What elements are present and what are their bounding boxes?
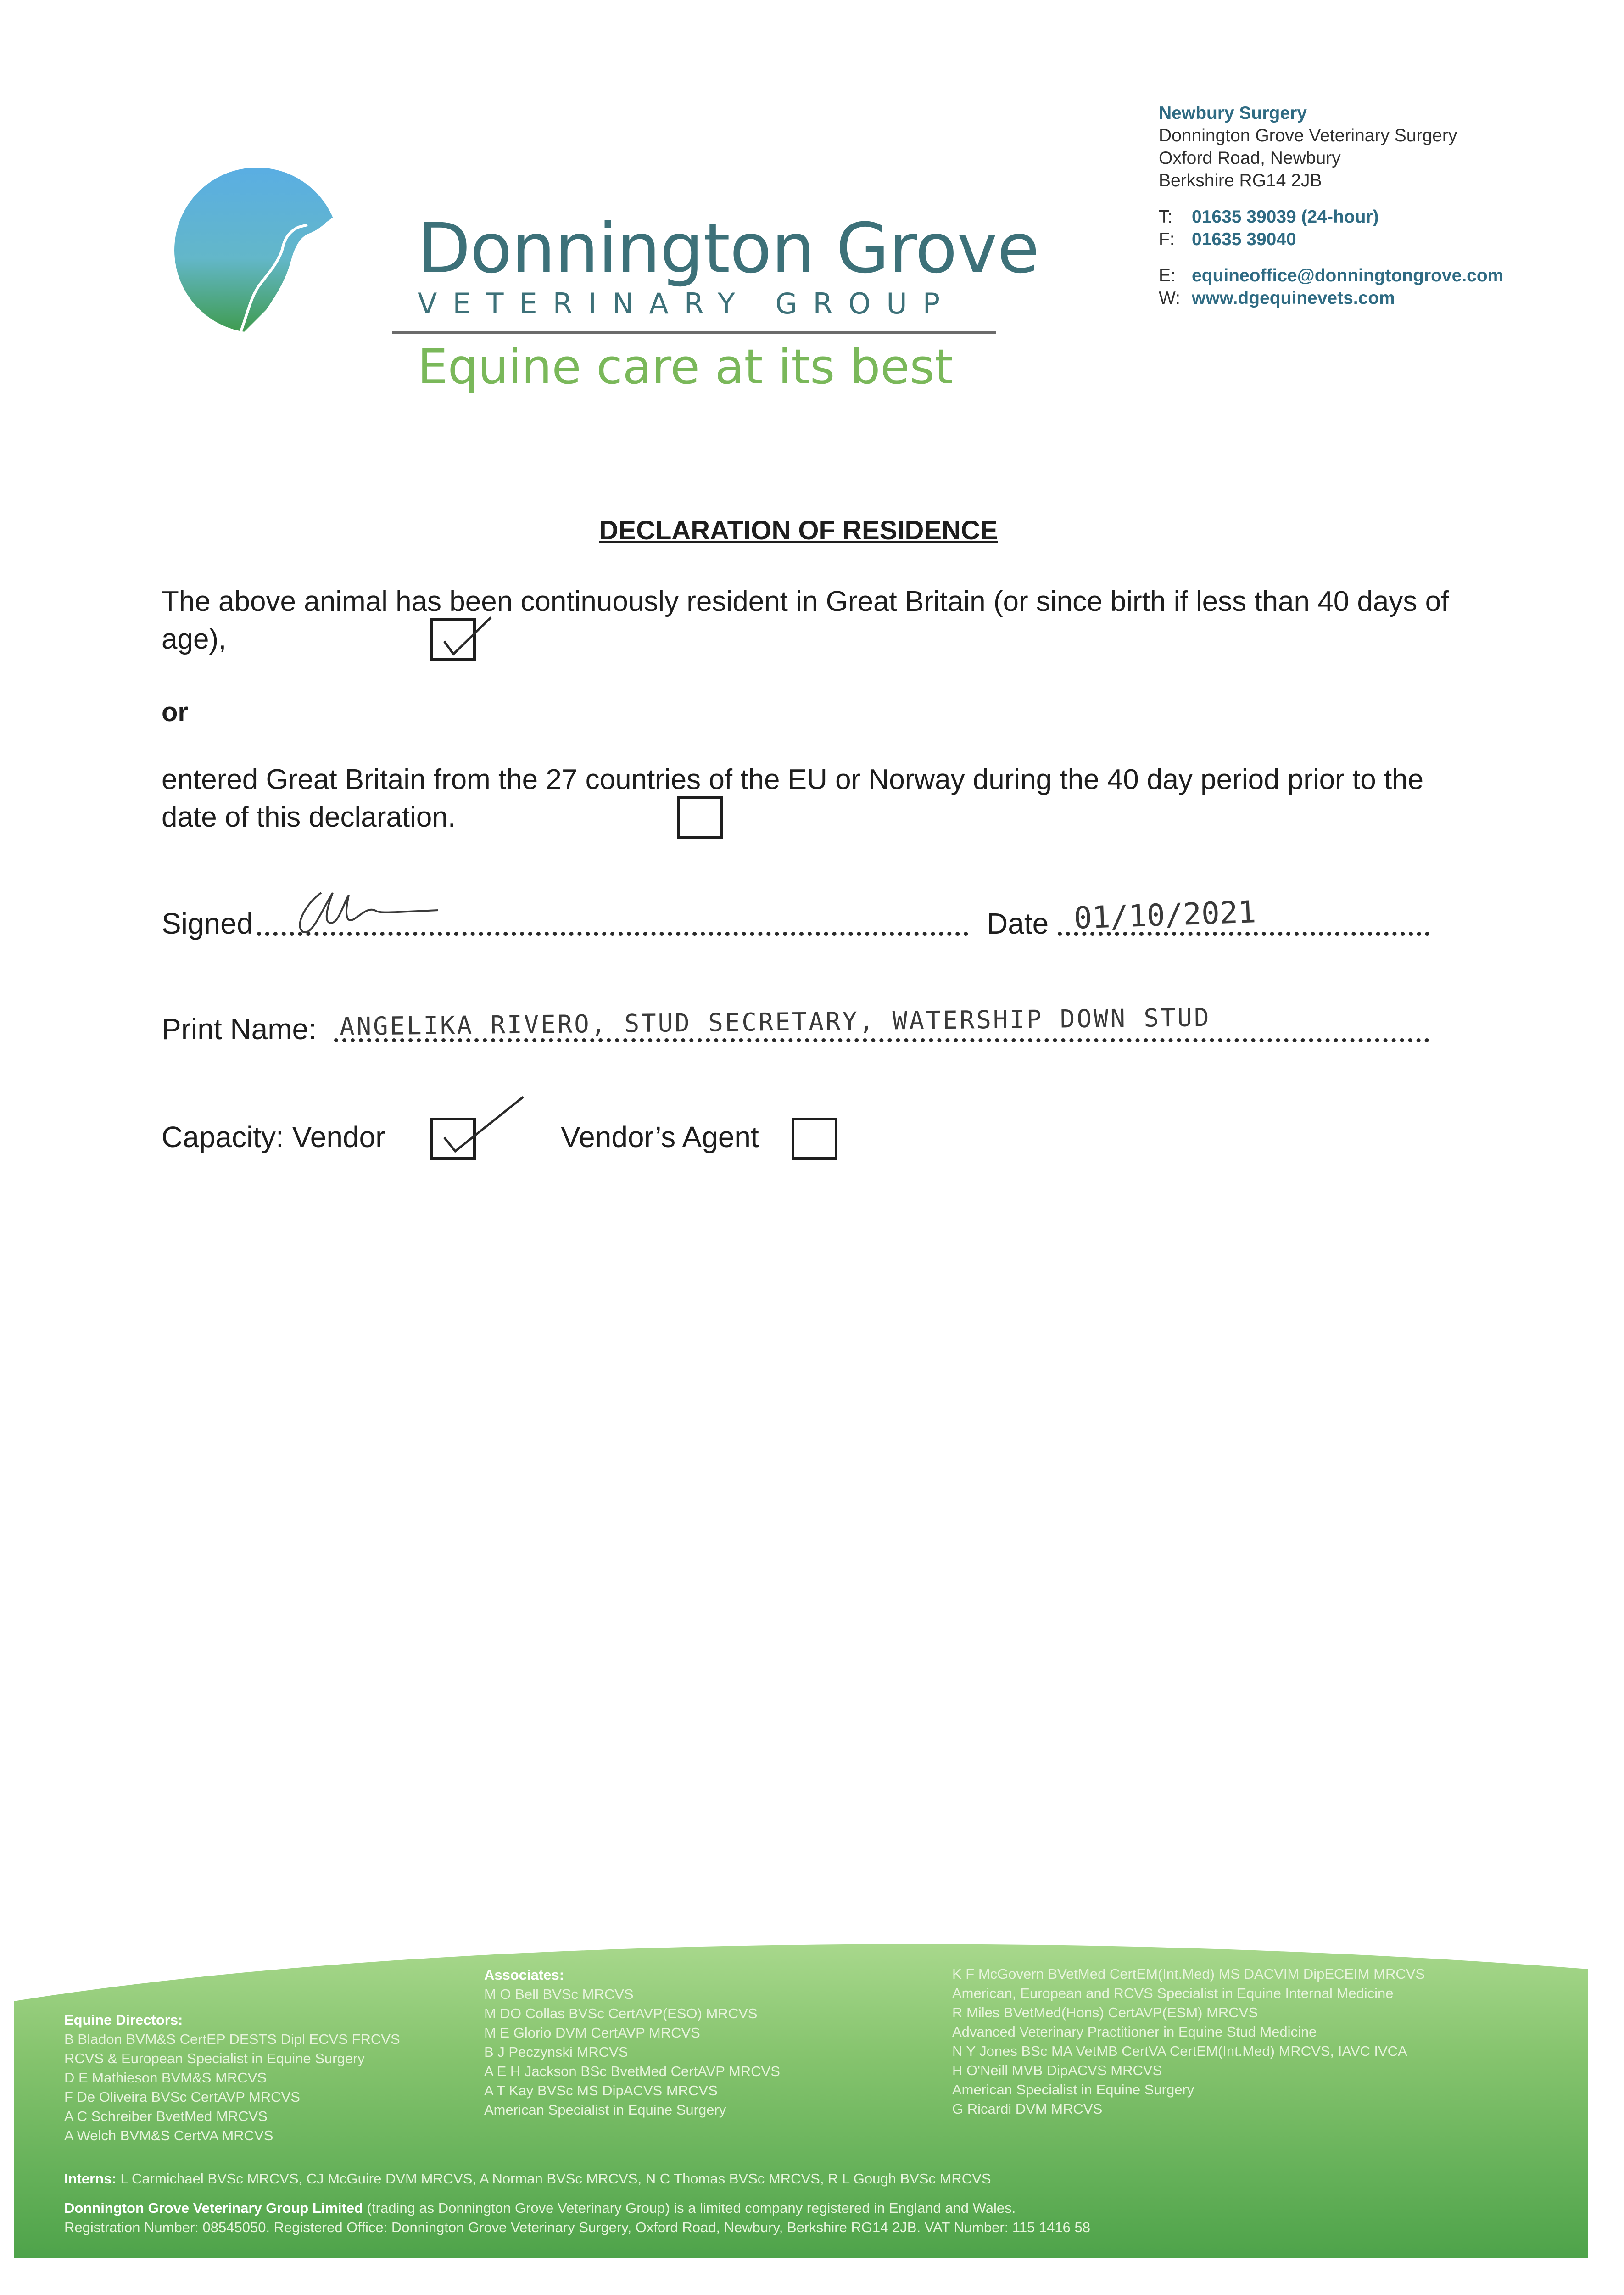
capacity-label: Capacity: Vendor <box>162 1120 385 1153</box>
print-name-label: Print Name: <box>162 1013 317 1046</box>
company-name: Donnington Grove Veterinary Group Limited <box>64 2200 363 2216</box>
email-address: equineoffice@donningtongrove.com <box>1192 266 1504 285</box>
registration-line: Registration Number: 08545050. Registered Office: Donnington Grove Veterinary Surgery, Oxford Road, Newbury, Berkshire RG14 2JB. VAT Number: 115 1416 58 <box>64 2219 1091 2235</box>
associate-line: M O Bell BVSc MRCVS <box>484 1986 634 2002</box>
associate-line: M E Glorio DVM CertAVP MRCVS <box>484 2025 700 2041</box>
brand-subtitle: VETERINARY GROUP <box>418 287 956 320</box>
director-line: A Welch BVM&S CertVA MRCVS <box>64 2127 273 2144</box>
company-logo <box>170 158 349 337</box>
associate-line: American Specialist in Equine Surgery <box>484 2102 726 2118</box>
director-line: D E Mathieson BVM&S MRCVS <box>64 2070 267 2086</box>
signed-label: Signed <box>162 907 253 940</box>
website-row <box>1159 287 1503 309</box>
contact-block <box>1159 102 1503 309</box>
or-label: or <box>162 697 188 727</box>
specialist-line: K F McGovern BVetMed CertEM(Int.Med) MS DACVIM DipECEIM MRCVS <box>952 1966 1425 1982</box>
website-label: W: <box>1159 288 1180 308</box>
vendor-agent-label: Vendor’s Agent <box>561 1120 759 1153</box>
fax-label: F: <box>1159 230 1175 249</box>
specialist-line: H O'Neill MVB DipACVS MRCVS <box>952 2062 1162 2078</box>
date-label: Date <box>987 907 1049 940</box>
company-line <box>64 2199 1016 2218</box>
brand-name: Donnington Grove <box>418 209 1039 289</box>
telephone-row <box>1159 206 1503 228</box>
vendor-checkbox[interactable] <box>430 1118 476 1160</box>
specialist-line: American Specialist in Equine Surgery <box>952 2082 1194 2098</box>
address-line: Oxford Road, Newbury <box>1159 148 1341 168</box>
document-title: DECLARATION OF RESIDENCE <box>599 515 998 545</box>
associate-line: B J Peczynski MRCVS <box>484 2044 628 2060</box>
associate-line: M DO Collas BVSc CertAVP(ESO) MRCVS <box>484 2005 758 2021</box>
option2-text: entered Great Britain from the 27 countries of the EU or Norway during the 40 day period prior to the date of this declaration. <box>162 764 1424 833</box>
brand-tagline: Equine care at its best <box>418 339 954 395</box>
fax-row <box>1159 228 1503 251</box>
brand-divider <box>392 331 996 334</box>
interns-names: L Carmichael BVSc MRCVS, CJ McGuire DVM MRCVS, A Norman BVSc MRCVS, N C Thomas BVSc MRCVS, R L Gough BVSc MRCVS <box>120 2171 991 2187</box>
telephone-number: 01635 39039 (24-hour) <box>1192 207 1379 227</box>
director-line: B Bladon BVM&S CertEP DESTS Dipl ECVS FRCVS <box>64 2031 400 2047</box>
associates-title: Associates: <box>484 1967 564 1983</box>
director-line: F De Oliveira BVSc CertAVP MRCVS <box>64 2089 300 2105</box>
directors-title: Equine Directors: <box>64 2012 183 2028</box>
office-name: Newbury Surgery <box>1159 103 1307 123</box>
company-text: (trading as Donnington Grove Veterinary Group) is a limited company registered in England and Wales. <box>367 2200 1016 2216</box>
associate-line: A T Kay BVSc MS DipACVS MRCVS <box>484 2082 718 2099</box>
interns-label: Interns: <box>64 2171 117 2187</box>
specialist-line: N Y Jones BSc MA VetMB CertVA CertEM(Int.Med) MRCVS, IAVC IVCA <box>952 2043 1407 2059</box>
director-line: A C Schreiber BvetMed MRCVS <box>64 2108 268 2124</box>
interns-line <box>64 2169 991 2189</box>
vendor-agent-checkbox[interactable] <box>792 1118 837 1160</box>
specialist-line: Advanced Veterinary Practitioner in Equine Stud Medicine <box>952 2024 1317 2040</box>
associates-list <box>484 1965 780 2120</box>
specialist-line: R Miles BVetMed(Hons) CertAVP(ESM) MRCVS <box>952 2004 1258 2021</box>
print-name-value[interactable]: ANGELIKA RIVERO, STUD SECRETARY, WATERSHIP DOWN STUD <box>339 1003 1211 1041</box>
fax-number: 01635 39040 <box>1192 230 1296 249</box>
option1-checkbox[interactable] <box>430 618 476 661</box>
specialist-line: G Ricardi DVM MRCVS <box>952 2101 1103 2117</box>
email-label: E: <box>1159 266 1176 285</box>
director-line: RCVS & European Specialist in Equine Surgery <box>64 2050 365 2066</box>
option2-checkbox[interactable] <box>677 796 723 839</box>
specialists-list <box>952 1965 1425 2119</box>
date-value[interactable]: 01/10/2021 <box>1073 894 1257 936</box>
option1-text: The above animal has been continuously resident in Great Britain (or since birth if less than 40 days of age), <box>162 586 1449 655</box>
website-url: www.dgequinevets.com <box>1192 288 1395 308</box>
specialist-line: American, European and RCVS Specialist in Equine Internal Medicine <box>952 1985 1394 2001</box>
address-line: Berkshire RG14 2JB <box>1159 171 1322 190</box>
associate-line: A E H Jackson BSc BvetMed CertAVP MRCVS <box>484 2063 780 2079</box>
address-line: Donnington Grove Veterinary Surgery <box>1159 126 1457 146</box>
telephone-label: T: <box>1159 207 1173 227</box>
signature <box>289 874 445 939</box>
directors-list <box>64 2010 400 2145</box>
email-row <box>1159 264 1503 287</box>
